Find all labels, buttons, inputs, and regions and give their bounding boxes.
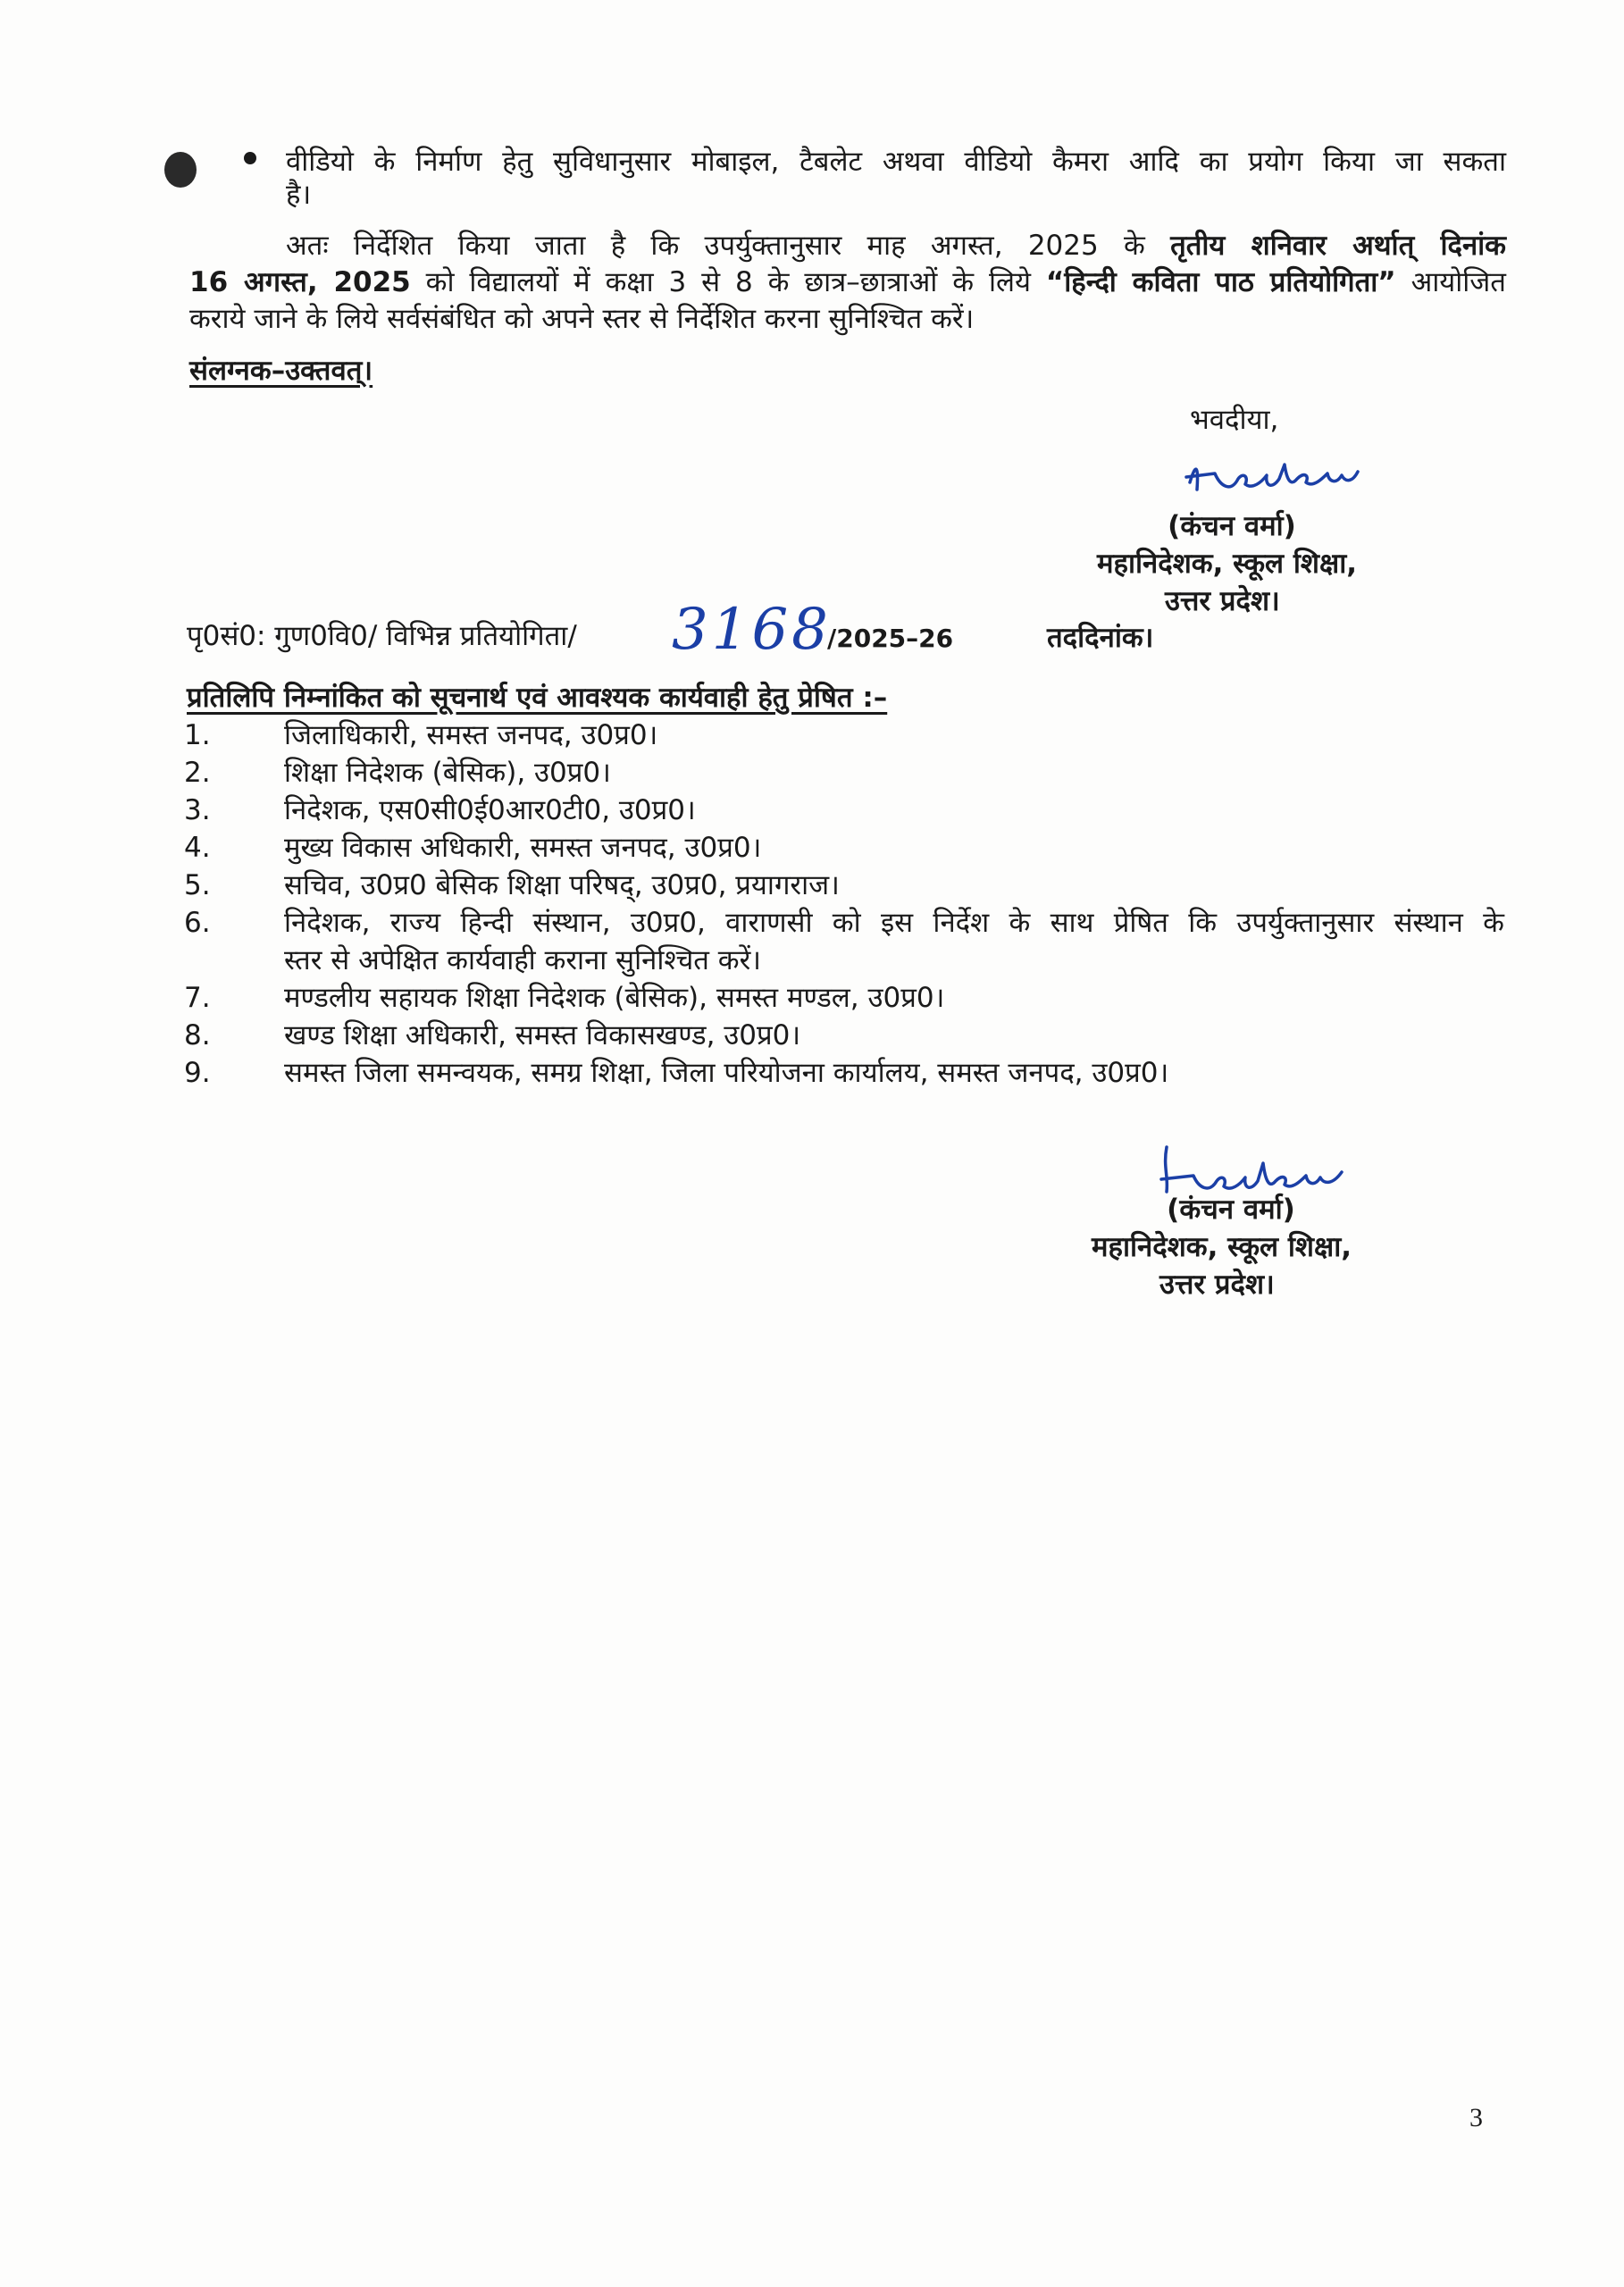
reference-year: /2025–26 <box>827 624 954 653</box>
bullet-line-1: वीडियो के निर्माण हेतु सुविधानुसार मोबाइल, टैबलेट अथवा वीडियो कैमरा आदि का प्रयोग किया जा सकता <box>286 146 1506 178</box>
item-text: जिलाधिकारी, समस्त जनपद, उ0प्र0। <box>284 719 658 751</box>
signatory-state: उत्तर प्रदेश। <box>1165 585 1280 617</box>
salutation: भवदीया, <box>1190 404 1279 436</box>
copy-list <box>184 716 1504 1092</box>
signatory-designation: महानिदेशक, स्कूल शिक्षा, <box>1097 548 1357 580</box>
copy-list-item <box>184 979 1504 1017</box>
copy-list-item-continued: स्तर से अपेक्षित कार्यवाही कराना सुनिश्चित करें। <box>284 944 762 976</box>
signatory-designation-2: महानिदेशक, स्कूल शिक्षा, <box>1092 1231 1352 1263</box>
signature <box>1179 447 1367 509</box>
item-number: 5. <box>184 869 211 901</box>
item-text: मुख्य विकास अधिकारी, समस्त जनपद, उ0प्र0। <box>284 832 762 864</box>
copy-list-item <box>184 792 1504 829</box>
reference-prefix: पृ0सं0: गुण0वि0/ विभिन्न प्रतियोगिता/ <box>187 620 577 652</box>
item-number: 2. <box>184 757 211 789</box>
item-number: 9. <box>184 1057 211 1089</box>
item-text: सचिव, उ0प्र0 बेसिक शिक्षा परिषद्, उ0प्र0, प्रयागराज। <box>284 869 840 901</box>
copy-list-item <box>184 1054 1504 1092</box>
ink-smudge <box>164 152 197 188</box>
page-number: 3 <box>1469 2103 1483 2132</box>
directive-line-2 <box>189 264 1506 301</box>
directive-line-2-normal: को विद्यालयों में कक्षा 3 से 8 के छात्र–छात्राओं के लिये <box>425 266 1031 298</box>
copy-list-item <box>184 904 1504 942</box>
directive-line-2-end: आयोजित <box>1411 266 1506 298</box>
item-number: 8. <box>184 1019 211 1051</box>
bullet-line-2: है। <box>286 179 312 211</box>
item-number: 1. <box>184 719 211 751</box>
signatory-name-2: (कंचन वर्मा) <box>1167 1194 1295 1226</box>
reference-date: तददिनांक। <box>1047 622 1154 654</box>
bullet-dot <box>244 152 256 164</box>
copy-list-item <box>184 716 1504 754</box>
item-text: मण्डलीय सहायक शिक्षा निदेशक (बेसिक), समस्त मण्डल, उ0प्र0। <box>284 982 945 1014</box>
copy-heading: प्रतिलिपि निम्नांकित को सूचनार्थ एवं आवश्यक कार्यवाही हेतु प्रेषित :– <box>187 682 888 714</box>
item-text: समस्त जिला समन्वयक, समग्र शिक्षा, जिला परियोजना कार्यालय, समस्त जनपद, उ0प्र0। <box>284 1057 1169 1089</box>
item-number: 7. <box>184 982 211 1014</box>
item-number: 6. <box>184 907 211 939</box>
competition-name: “हिन्दी कविता पाठ प्रतियोगिता” <box>1045 266 1396 298</box>
copy-list-item <box>184 867 1504 904</box>
directive-date: 16 अगस्त, 2025 <box>189 266 411 298</box>
copy-list-item <box>184 1017 1504 1054</box>
directive-line-1-bold: तृतीय शनिवार अर्थात् दिनांक <box>1170 230 1506 262</box>
copy-list-item <box>184 754 1504 792</box>
signatory-state-2: उत्तर प्रदेश। <box>1159 1269 1275 1301</box>
enclosure-note: संलग्नक–उक्तवत्। <box>189 355 373 387</box>
copy-list-item <box>184 829 1504 867</box>
handwritten-reference-number: 3168 <box>672 597 832 663</box>
item-text: निदेशक, राज्य हिन्दी संस्थान, उ0प्र0, वाराणसी को इस निर्देश के साथ प्रेषित कि उपर्युक्तानुसार संस्थान के <box>284 907 1504 939</box>
directive-line-1-normal: अतः निर्देशित किया जाता है कि उपर्युक्तानुसार माह अगस्त, 2025 के <box>286 230 1145 262</box>
directive-line-1 <box>286 227 1506 264</box>
directive-line-3: कराये जाने के लिये सर्वसंबंधित को अपने स्तर से निर्देशित करना सुनिश्चित करें। <box>189 303 975 335</box>
signatory-name: (कंचन वर्मा) <box>1168 510 1296 542</box>
item-number: 4. <box>184 832 211 864</box>
item-text: खण्ड शिक्षा अधिकारी, समस्त विकासखण्ड, उ0प्र0। <box>284 1019 801 1051</box>
item-text: शिक्षा निदेशक (बेसिक), उ0प्र0। <box>284 757 611 789</box>
item-text: निदेशक, एस0सी0ई0आर0टी0, उ0प्र0। <box>284 794 696 826</box>
item-number: 3. <box>184 794 211 826</box>
